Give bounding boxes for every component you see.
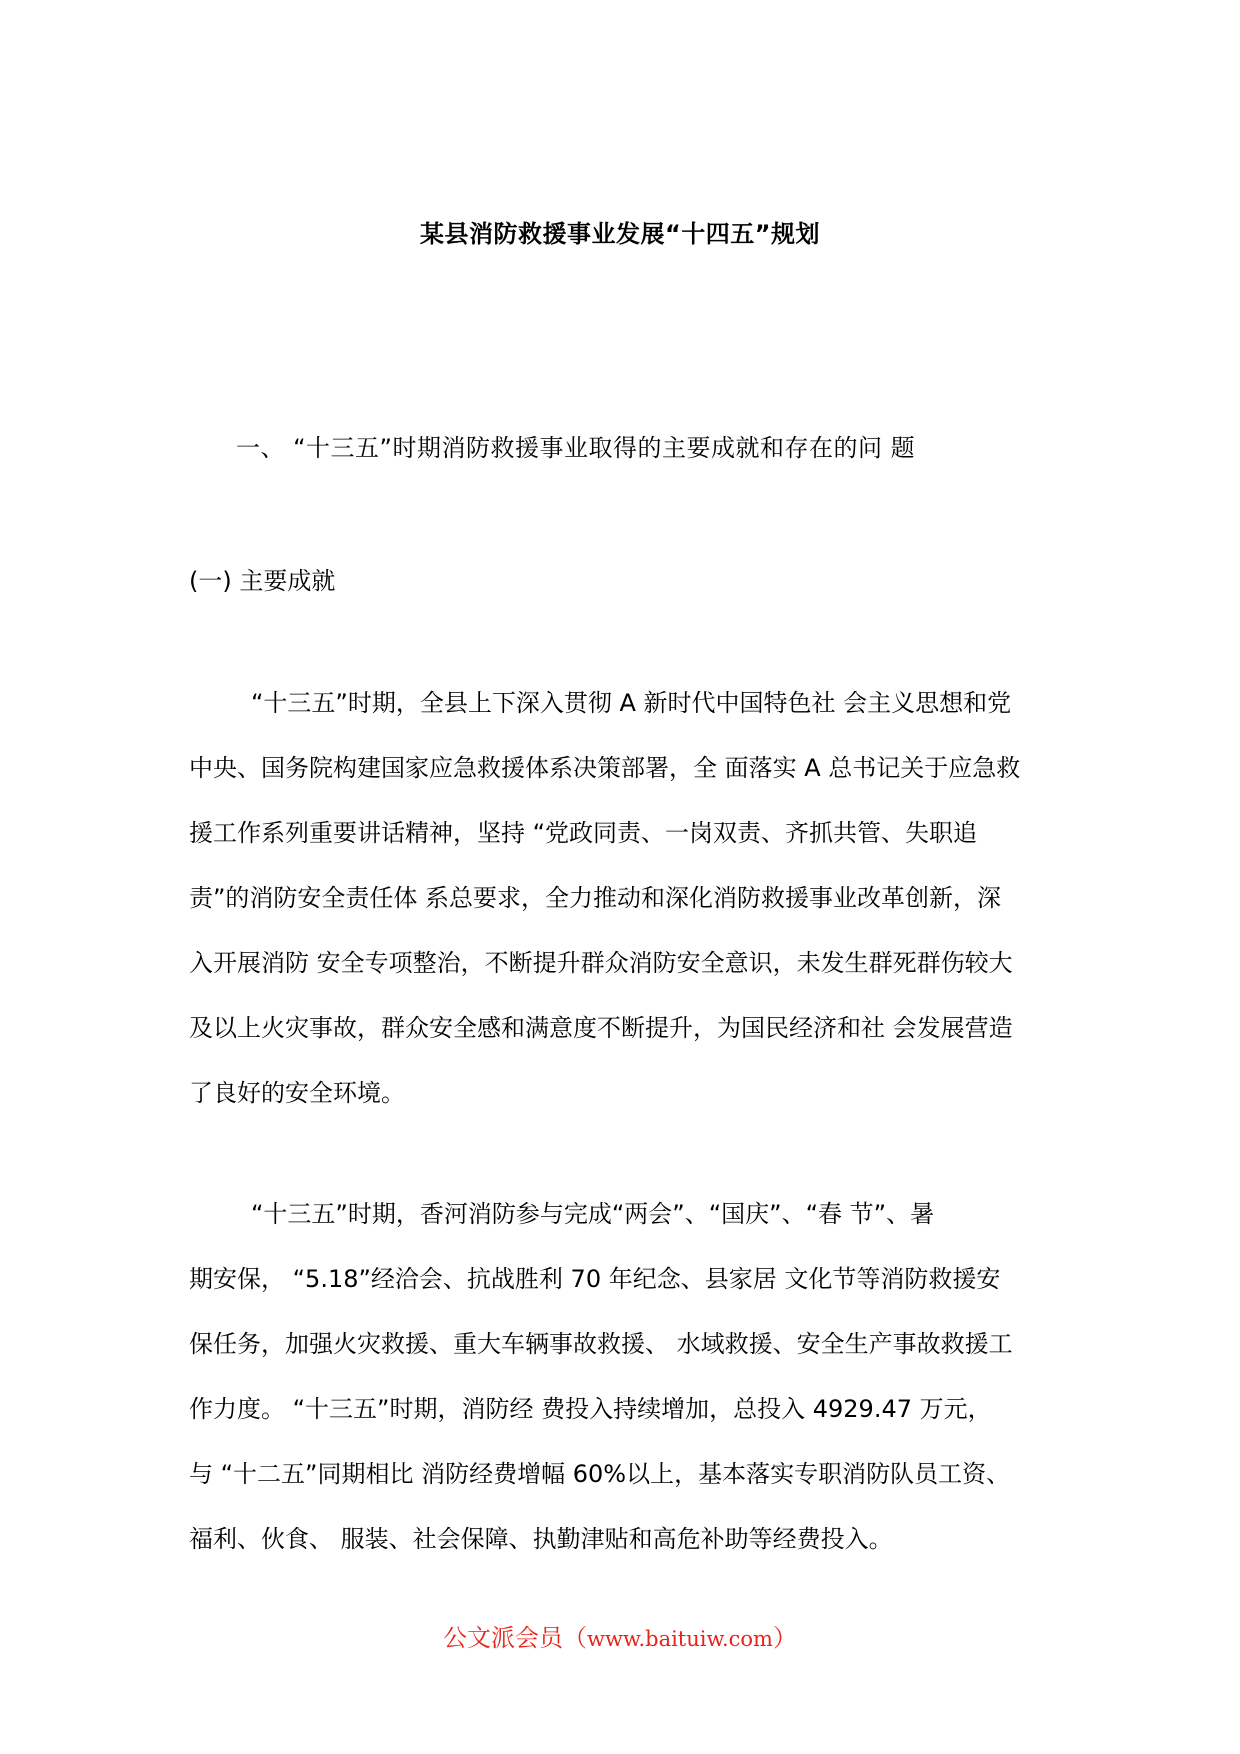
paragraph-line: “十三五”时期，香河消防参与完成“两会”、“国庆”、“春 节”、暑 <box>251 1200 935 1228</box>
paragraph-line: 保任务，加强火灾救援、重大车辆事故救援、 水域救援、安全生产事故救援工 <box>189 1330 1013 1358</box>
paragraph-line: 责”的消防安全责任体 系总要求，全力推动和深化消防救援事业改革创新，深 <box>189 884 1002 912</box>
document-title: 某县消防救援事业发展“十四五”规划 <box>419 220 821 248</box>
sub-heading: (一) 主要成就 <box>189 567 336 595</box>
paragraph-line: “十三五”时期，全县上下深入贯彻 A 新时代中国特色社 会主义思想和党 <box>251 689 1012 717</box>
paragraph-line: 及以上火灾事故，群众安全感和满意度不断提升，为国民经济和社 会发展营造 <box>189 1014 1013 1042</box>
paragraph-line: 了良好的安全环境。 <box>189 1079 405 1107</box>
paragraph-line: 与 “十二五”同期相比 消防经费增幅 60%以上，基本落实专职消防队员工资、 <box>189 1460 1011 1488</box>
paragraph-line: 援工作系列重要讲话精神，坚持 “党政同责、一岗双责、齐抓共管、失职追 <box>189 819 978 847</box>
paragraph-line: 作力度。 “十三五”时期，消防经 费投入持续增加，总投入 4929.47 万元， <box>189 1395 992 1423</box>
paragraph-2 <box>189 1182 1064 1572</box>
section-heading: 一、 “十三五”时期消防救援事业取得的主要成就和存在的问 题 <box>236 434 916 462</box>
footer-watermark <box>0 1618 1240 1653</box>
paragraph-line: 福利、伙食、 服装、社会保障、执勤津贴和高危补助等经费投入。 <box>189 1525 893 1553</box>
paragraph-1 <box>189 671 1064 1126</box>
footer-label: 公文派会员（ <box>443 1624 588 1652</box>
paragraph-line: 中央、国务院构建国家应急救援体系决策部署，全 面落实 A 总书记关于应急救 <box>189 754 1021 782</box>
paragraph-line: 入开展消防 安全专项整治，不断提升群众消防安全意识，未发生群死群伤较大 <box>189 949 1013 977</box>
footer-url-link[interactable]: www.baituiw.com <box>587 1627 773 1651</box>
footer-close: ） <box>772 1624 797 1652</box>
paragraph-line: 期安保， “5.18”经洽会、抗战胜利 70 年纪念、县家居 文化节等消防救援安 <box>189 1265 1001 1293</box>
